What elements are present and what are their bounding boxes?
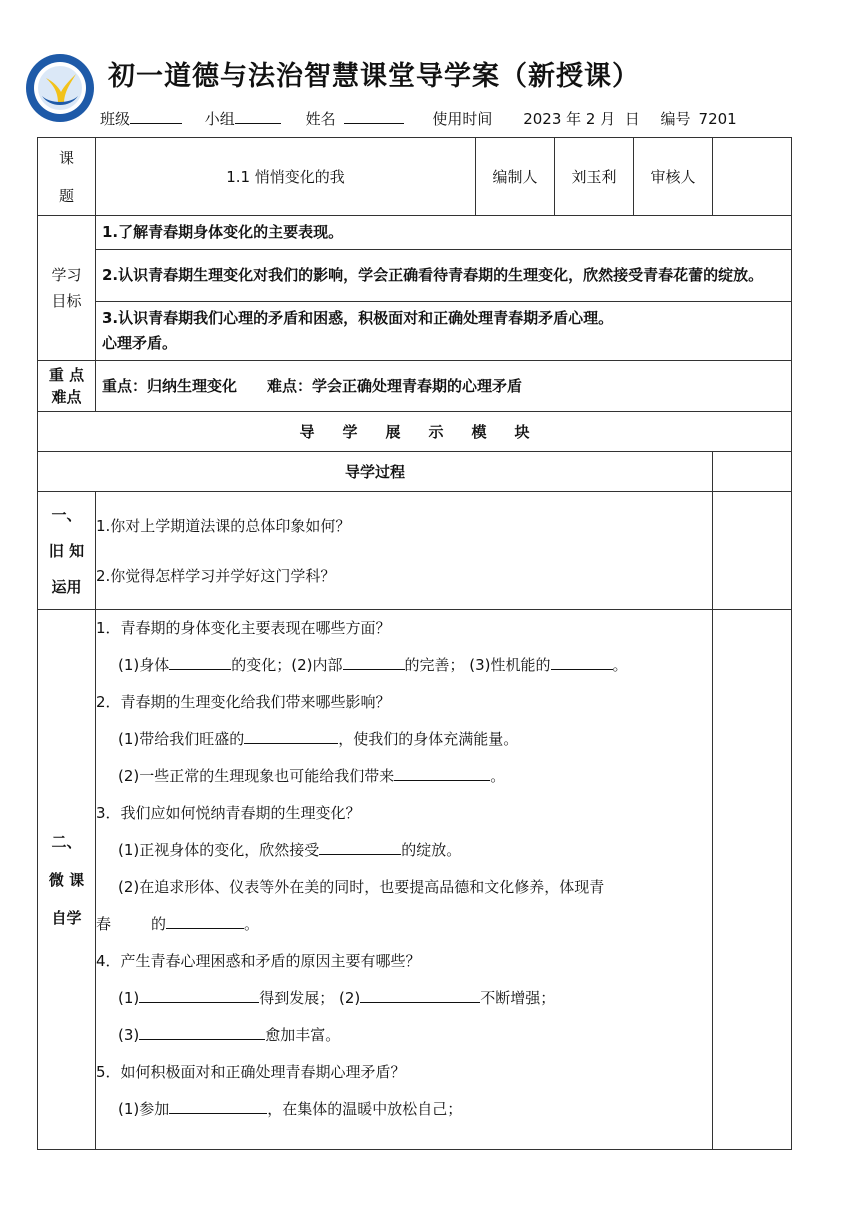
difficult-point: 难点：学会正确处理青春期的心理矛盾 (267, 376, 523, 395)
date-value: 2023 年 2 月 日 (523, 110, 640, 128)
section-2-label: 二、 微 课 自学 (38, 610, 96, 1150)
q2-blank-2[interactable] (394, 764, 490, 781)
editor-name: 刘玉利 (555, 138, 634, 216)
q4-answer-1: (1) 得到发展； (2) 不断增强； (96, 980, 712, 1017)
section-1-label: 一、 旧 知 运用 (38, 492, 96, 610)
q2-blank-1[interactable] (244, 727, 338, 744)
q3: 3．我们应如何悦纳青春期的生理变化？ (96, 804, 361, 822)
q4-blank-1[interactable] (139, 986, 259, 1003)
goal-1: 1.了解青春期身体变化的主要表现。 (96, 216, 792, 250)
q2-answer-1: (1)带给我们旺盛的 ，使我们的身体充满能量。 (96, 721, 712, 758)
page-title: 初一道德与法治智慧课堂导学案（新授课） (108, 61, 640, 92)
q3-answer-2: (2)在追求形体、仪表等外在美的同时，也要提高品德和文化修养，体现青 (118, 878, 605, 896)
sec1-question-2: 2.你觉得怎样学习并学好这门学科？ (96, 566, 336, 585)
class-label: 班级 (100, 110, 131, 128)
q1-blank-3[interactable] (551, 653, 613, 670)
q2-answer-2: (2)一些正常的生理现象也可能给我们带来 。 (96, 758, 712, 795)
lesson-title: 1.1 悄悄变化的我 (96, 138, 476, 216)
q5: 5．如何积极面对和正确处理青春期心理矛盾？ (96, 1063, 406, 1081)
code-value: 7201 (698, 110, 737, 128)
q4-answer-2: (3) 愈加丰富。 (96, 1017, 712, 1054)
header-meta (100, 108, 737, 129)
module-title: 导学展示模块 (38, 412, 792, 452)
editor-label: 编制人 (476, 138, 555, 216)
q3-answer-1: (1)正视身体的变化，欣然接受 的绽放。 (96, 832, 712, 869)
goal-3-line-2: 心理矛盾。 (102, 334, 178, 352)
section-1-content (96, 492, 713, 610)
q1-answer: (1)身体 的变化；(2)内部 的完善； (3)性机能的 。 (96, 647, 712, 684)
key-label: 重 点 难点 (38, 361, 96, 412)
group-label: 小组 (204, 110, 235, 128)
q4: 4．产生青春心理困惑和矛盾的原因主要有哪些？ (96, 952, 421, 970)
q1-blank-2[interactable] (343, 653, 405, 670)
goal-3 (96, 302, 792, 361)
code-label: 编号 (660, 110, 691, 128)
lesson-table (37, 137, 792, 1150)
q1: 1．青春期的身体变化主要表现在哪些方面？ (96, 619, 391, 637)
class-blank[interactable] (130, 109, 182, 124)
section-1-notes[interactable] (713, 492, 792, 610)
section-2-notes[interactable] (713, 610, 792, 1150)
goal-3-line-1: 3.认识青春期我们心理的矛盾和困惑，积极面对和正确处理青春期矛盾心理。 (102, 309, 614, 327)
time-label: 使用时间 (432, 110, 493, 128)
name-blank[interactable] (344, 109, 404, 124)
sec1-question-1: 1.你对上学期道法课的总体印象如何？ (96, 516, 351, 535)
goals-label: 学习 目标 (38, 216, 96, 361)
reviewer-name[interactable] (713, 138, 792, 216)
key-point: 重点：归纳生理变化 (102, 376, 238, 395)
q4-blank-3[interactable] (139, 1023, 265, 1040)
q5-answer-1: (1)参加 ，在集体的温暖中放松自己； (96, 1091, 712, 1128)
reviewer-label: 审核人 (634, 138, 713, 216)
q2: 2．青春期的生理变化给我们带来哪些影响？ (96, 693, 391, 711)
q1-blank-1[interactable] (169, 653, 231, 670)
key-diff-row (96, 361, 792, 412)
school-seal-icon (24, 52, 96, 124)
q3-answer-2-cont: 春 的 。 (96, 906, 712, 943)
process-title: 导学过程 (38, 452, 713, 492)
q5-blank-1[interactable] (169, 1097, 267, 1114)
goal-2: 2.认识青春期生理变化对我们的影响，学会正确看待青春期的生理变化，欣然接受青春花蕾的绽放。 (96, 250, 792, 302)
q4-blank-2[interactable] (360, 986, 480, 1003)
section-2-content (96, 610, 713, 1150)
process-notes-cell[interactable] (713, 452, 792, 492)
group-blank[interactable] (235, 109, 281, 124)
topic-label: 课 题 (38, 138, 96, 216)
q3-blank-2[interactable] (166, 912, 244, 929)
name-label: 姓名 (305, 110, 336, 128)
q3-blank-1[interactable] (319, 838, 401, 855)
